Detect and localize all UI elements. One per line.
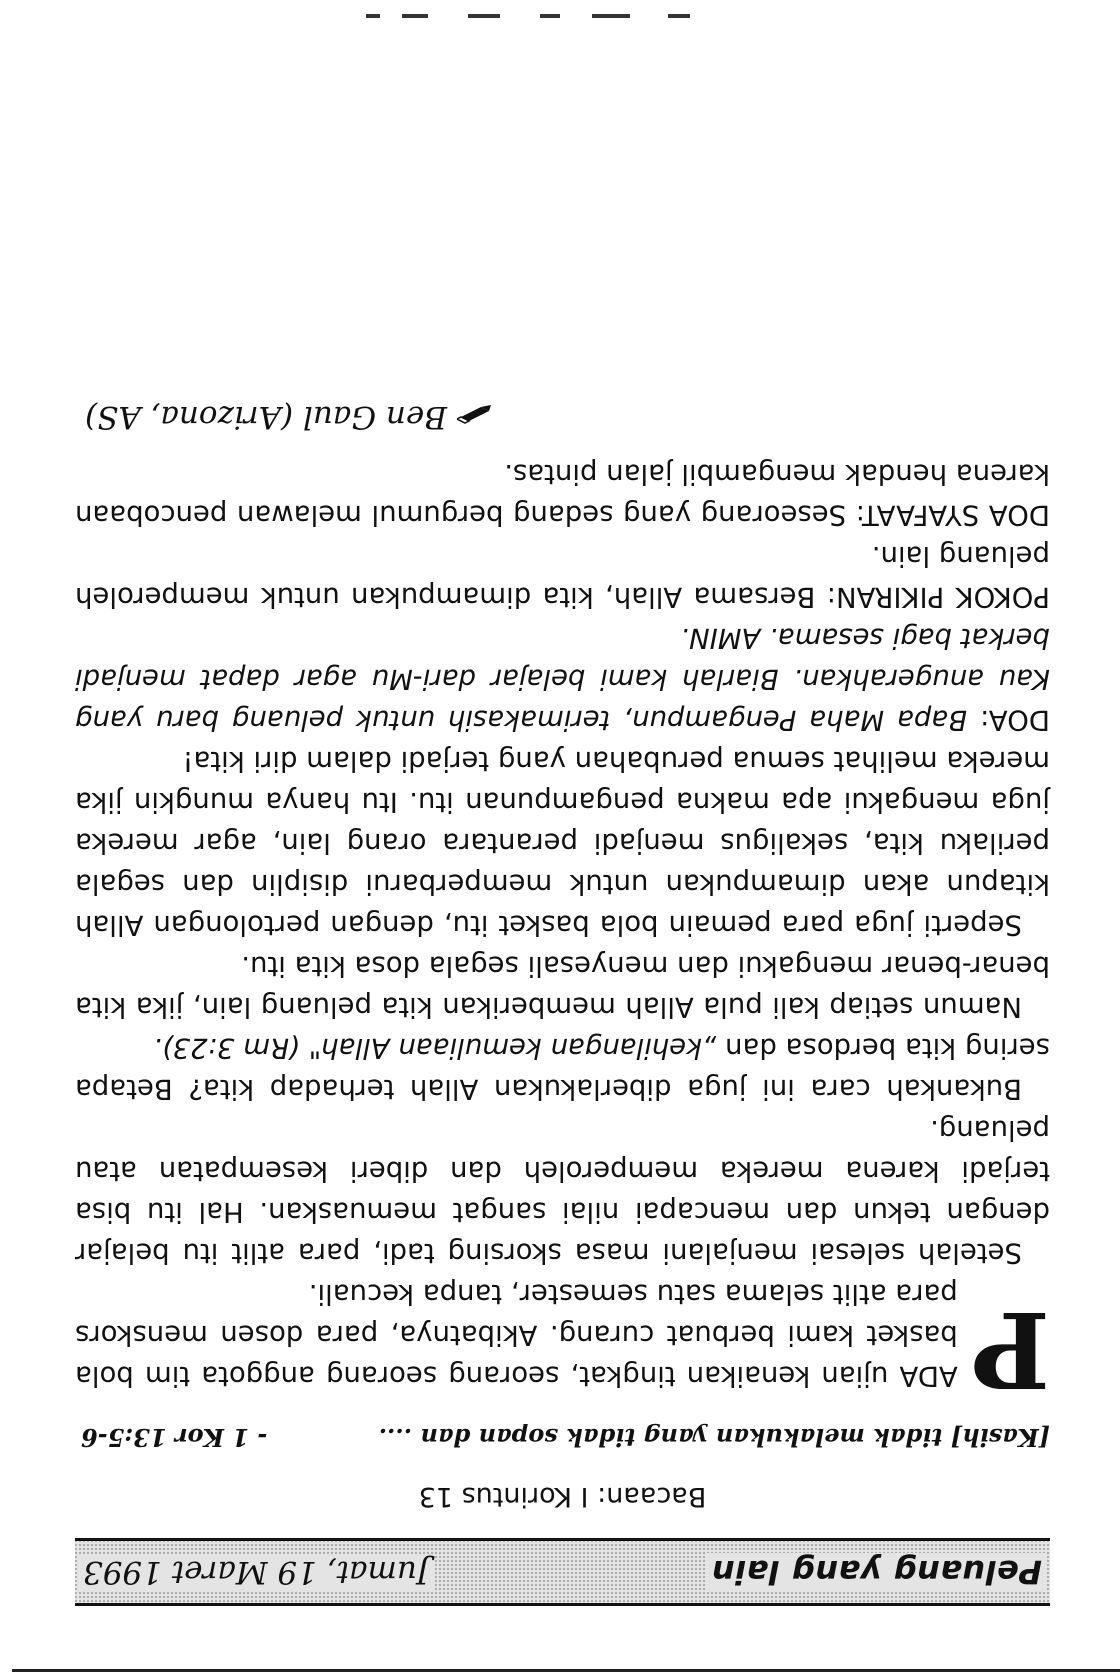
key-verse — [75, 1410, 1050, 1452]
scan-edge-line — [12, 1669, 1120, 1672]
prayer-text: Bapa Maha Pengampun, terimakasih untuk peluang baru yang Kau anugerahkan. Biarlah kami belajar dari-Mu agar dapat menjadi berkat bagi sesama. AMIN. — [75, 622, 1050, 736]
reading-reference: Bacaan: I Korintus 13 — [418, 1481, 707, 1512]
verse-text: [Kasih] tidak melakukan yang tidak sopan dan .... — [378, 1423, 1050, 1452]
devotional-column — [75, 398, 1050, 1607]
pencil-icon — [457, 398, 491, 434]
thought-label: POKOK PIKIRAN: — [826, 581, 1050, 613]
thought-text: Bersama Allah, kita dimampukan untuk memperoleh peluang lain. — [75, 540, 1050, 613]
intercession-text: Seseorang yang sedang bergumul melawan pencobaan karena hendak mengambil jalan pintas. — [75, 458, 1050, 531]
header-bar — [75, 1541, 1050, 1603]
paragraph-1 — [75, 1273, 1050, 1411]
prayer — [75, 617, 1050, 740]
drop-cap: P — [971, 1288, 1050, 1411]
author-name: Ben Gaul (Arizona, AS) — [85, 399, 448, 435]
paragraph-4: Namun setiap kali pula Allah memberikan kita peluang lain, jika kita benar-benar mengakui dan menyesali segala dosa kita itu. — [75, 950, 1050, 1023]
intercession-label: DOA SYAFAAT: — [855, 499, 1050, 531]
author-line — [75, 398, 1050, 436]
prayer-label: DOA: — [980, 704, 1050, 736]
thought-for-day — [75, 535, 1050, 617]
paragraph-5: Seperti juga para pemain bola basket itu, dengan pertolongan Allah kitapun akan dimampukan untuk memperbarui disiplin dan segala perilaku kita, sekaligus menjadi perantara orang lain, agar mereka juga mengakui apa makna pengampunan itu. Itu hanya mungkin jika mereka melihat semua perubahan yang terjadi dalam diri kita! — [75, 745, 1050, 941]
paragraph-3 — [75, 1027, 1050, 1109]
paragraph-3-text: Bukankah cara ini juga diberlakukan Allah terhadap kita? Betapa sering kita berdosa dan — [75, 1032, 1050, 1105]
intercession — [75, 453, 1050, 535]
verse-reference: - 1 Kor 13:5-6 — [81, 1423, 268, 1452]
header-bottom-rule — [75, 1538, 1050, 1541]
scan-edge-marks — [360, 8, 690, 18]
header-top-rule — [75, 1603, 1050, 1606]
paragraph-2: Setelah selesai menjalani masa skorsing tadi, para atlit itu belajar dengan tekun dan mencapai nilai sangat memuaskan. Hal itu bisa terjadi karena mereka memperoleh dan diberi kesempatan atau peluang. — [75, 1114, 1050, 1269]
header-title: Peluang yang lain — [707, 1553, 1046, 1591]
devotional-body — [75, 453, 1050, 1411]
paragraph-1-text: ADA ujian kenaikan tingkat, seorang seorang anggota tim bola basket kami berbuat curang. Akibatnya, para dosen menskors para atlit selama satu semester, tanpa kecuali. — [75, 1278, 958, 1392]
scripture-quote: „kehilangan kemuliaan Allah" (Rm 3:23). — [153, 1032, 717, 1064]
header-date: Jumat, 19 Maret 1993 — [79, 1554, 433, 1590]
